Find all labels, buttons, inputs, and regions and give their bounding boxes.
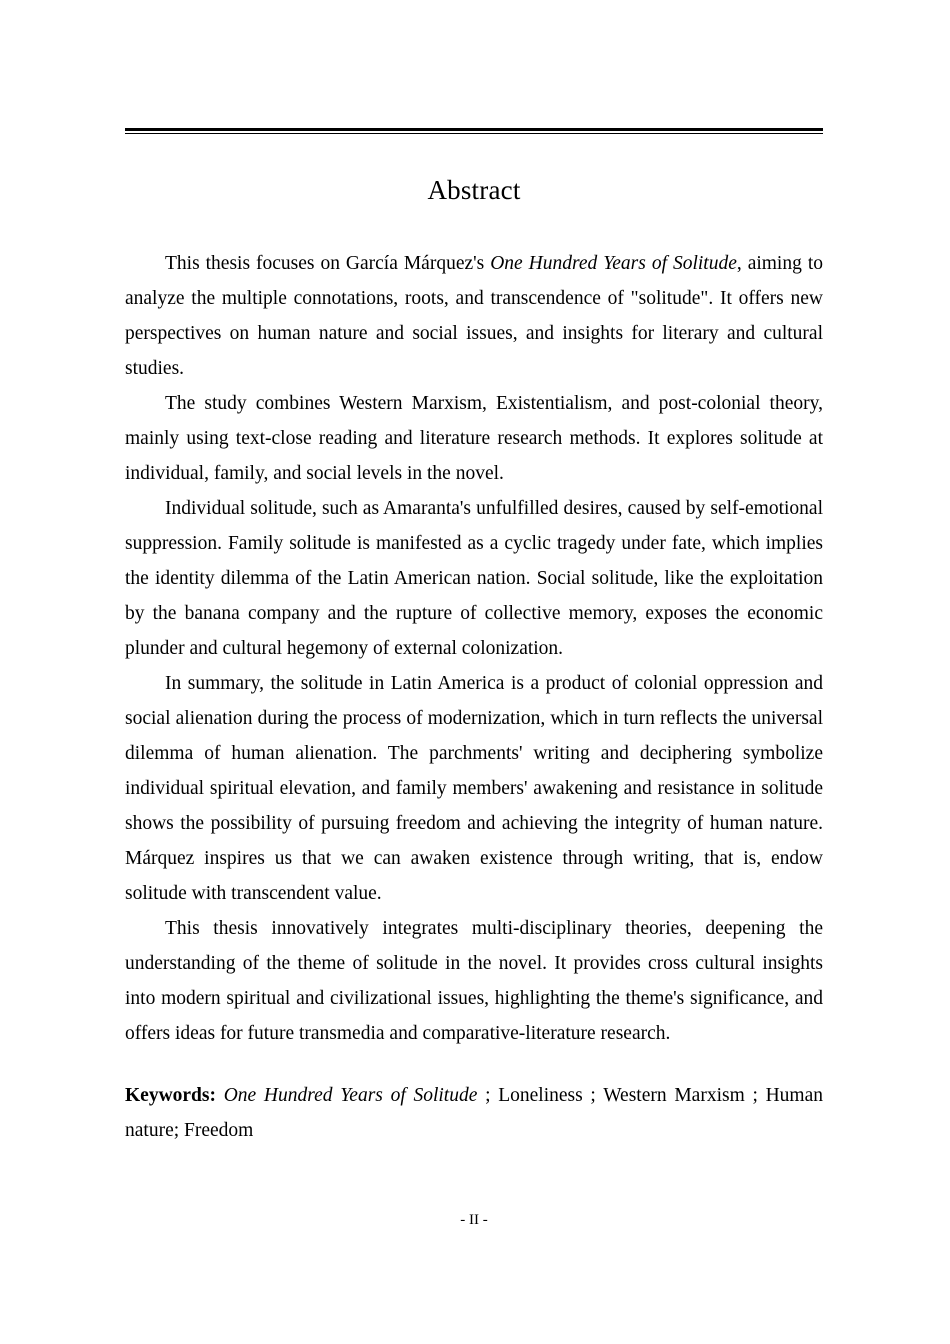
paragraph-4: In summary, the solitude in Latin America is a product of colonial oppression and social alienation during the process of modernization, which in turn reflects the universal dilemma of human alienation. The parchments' writing and deciphering symbolize individual spiritual elevation, and family members' awakening and resistance in solitude shows the possibility of pursuing freedom and achieving the integrity of human nature. Márquez inspires us that we can awaken existence through writing, that is, endow solitude with transcendent value. bbox=[125, 673, 823, 904]
header-rule bbox=[125, 128, 823, 136]
keywords-line bbox=[125, 1051, 823, 1148]
keywords-first-term: One Hundred Years of Solitude bbox=[223, 1085, 478, 1106]
footer-page-number: - II - bbox=[460, 1212, 488, 1228]
paragraph-1-text-before-title: This thesis focuses on García Márquez's bbox=[165, 253, 491, 274]
paragraph-2: The study combines Western Marxism, Existentialism, and post-colonial theory, mainly using text-close reading and literature research methods. It explores solitude at individual, family, and social levels in the novel. bbox=[125, 393, 823, 484]
paragraph-3: Individual solitude, such as Amaranta's unfulfilled desires, caused by self-emotional suppression. Family solitude is manifested as a cyclic tragedy under fate, which implies the identity dilemma of the Latin American nation. Social solitude, like the exploitation by the banana company and the rupture of collective memory, exposes the economic plunder and cultural hegemony of external colonization. bbox=[125, 498, 823, 659]
keywords-space bbox=[216, 1085, 224, 1106]
paragraph-5: This thesis innovatively integrates multi-disciplinary theories, deepening the understanding of the theme of solitude in the novel. It provides cross cultural insights into modern spiritual and civilizational issues, highlighting the theme's significance, and offers ideas for future transmedia and comparative-literature research. bbox=[125, 918, 823, 1044]
keywords-label: Keywords: bbox=[125, 1085, 216, 1106]
paragraph-1 bbox=[125, 246, 823, 386]
keywords-remaining-terms: ; Loneliness ; Western Marxism ; Human nature; Freedom bbox=[125, 1085, 823, 1141]
page-title: Abstract bbox=[427, 175, 521, 205]
header-rule-thin-line bbox=[125, 133, 823, 134]
paragraph-1-text-after-title: , aiming to analyze the multiple connotations, roots, and transcendence of "solitude". It offers new perspectives on human nature and social issues, and insights for literary and cultural studies. bbox=[125, 253, 823, 379]
abstract-body bbox=[125, 246, 823, 1148]
paragraph-1-book-title: One Hundred Years of Solitude bbox=[490, 253, 737, 274]
